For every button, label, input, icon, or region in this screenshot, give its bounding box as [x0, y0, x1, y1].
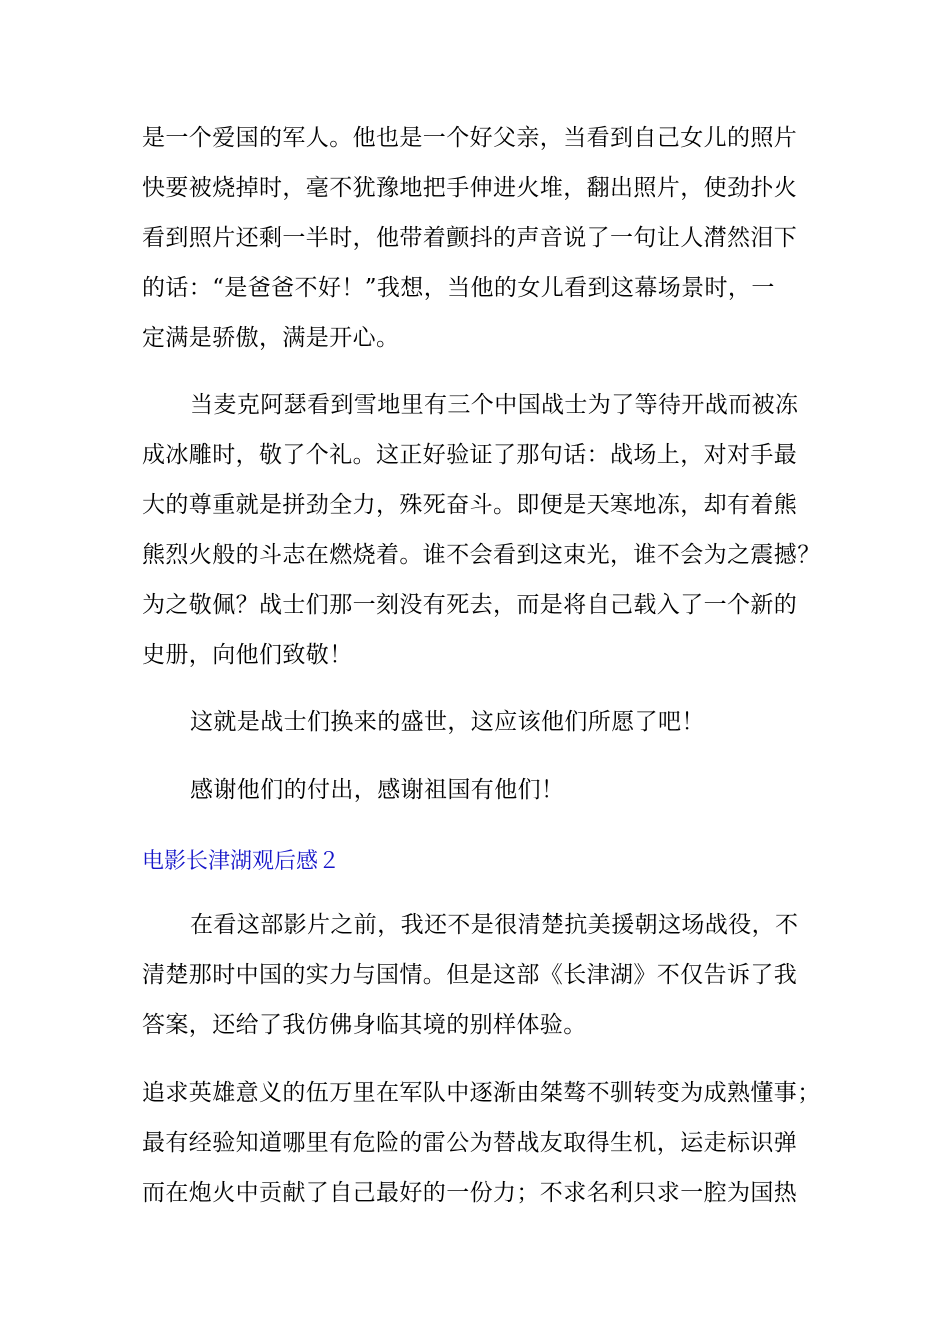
text-line: 成冰雕时，敬了个礼。这正好验证了那句话：战场上，对对手最 — [142, 442, 798, 468]
text-line: 史册，向他们致敬！ — [142, 642, 353, 668]
paragraph-gratitude — [142, 765, 812, 815]
text-line: 清楚那时中国的实力与国情。但是这部《长津湖》不仅告诉了我 — [142, 962, 798, 988]
section-heading: 电影长津湖观后感２ — [142, 849, 341, 874]
paragraph-macarthur — [142, 380, 821, 680]
paragraph-continued — [142, 113, 812, 363]
text-line: 是一个爱国的军人。他也是一个好父亲，当看到自己女儿的照片 — [142, 125, 798, 151]
text-line: 的话：“是爸爸不好！”我想，当他的女儿看到这幕场景时，一 — [142, 275, 775, 301]
text-line: 在看这部影片之前，我还不是很清楚抗美援朝这场战役，不 — [190, 912, 799, 938]
text-line: 快要被烧掉时，毫不犹豫地把手伸进火堆，翻出照片，使劲扑火 — [142, 175, 798, 201]
paragraph-prosperity — [142, 697, 812, 747]
text-line: 当麦克阿瑟看到雪地里有三个中国战士为了等待开战而被冻 — [190, 392, 799, 418]
text-line: 这就是战士们换来的盛世，这应该他们所愿了吧！ — [190, 709, 705, 735]
text-line: 最有经验知道哪里有危险的雷公为替战友取得生机，运走标识弹 — [142, 1130, 798, 1156]
text-line: 定满是骄傲，满是开心。 — [142, 325, 400, 351]
text-line: 而在炮火中贡献了自己最好的一份力；不求名利只求一腔为国热 — [142, 1180, 798, 1206]
text-line: 感谢他们的付出，感谢祖国有他们！ — [190, 777, 565, 803]
paragraph-intro — [142, 900, 812, 1050]
text-line: 看到照片还剩一半时，他带着颤抖的声音说了一句让人潸然泪下 — [142, 225, 798, 251]
paragraph-characters — [142, 1068, 821, 1218]
text-line: 大的尊重就是拼劲全力，殊死奋斗。即便是天寒地冻，却有着熊 — [142, 492, 798, 518]
text-line: 追求英雄意义的伍万里在军队中逐渐由桀骜不驯转变为成熟懂事； — [142, 1080, 821, 1106]
text-line: 答案，还给了我仿佛身临其境的别样体验。 — [142, 1012, 587, 1038]
text-line: 为之敬佩？战士们那一刻没有死去，而是将自己载入了一个新的 — [142, 592, 798, 618]
text-line: 熊烈火般的斗志在燃烧着。谁不会看到这束光，谁不会为之震撼？ — [142, 542, 821, 568]
